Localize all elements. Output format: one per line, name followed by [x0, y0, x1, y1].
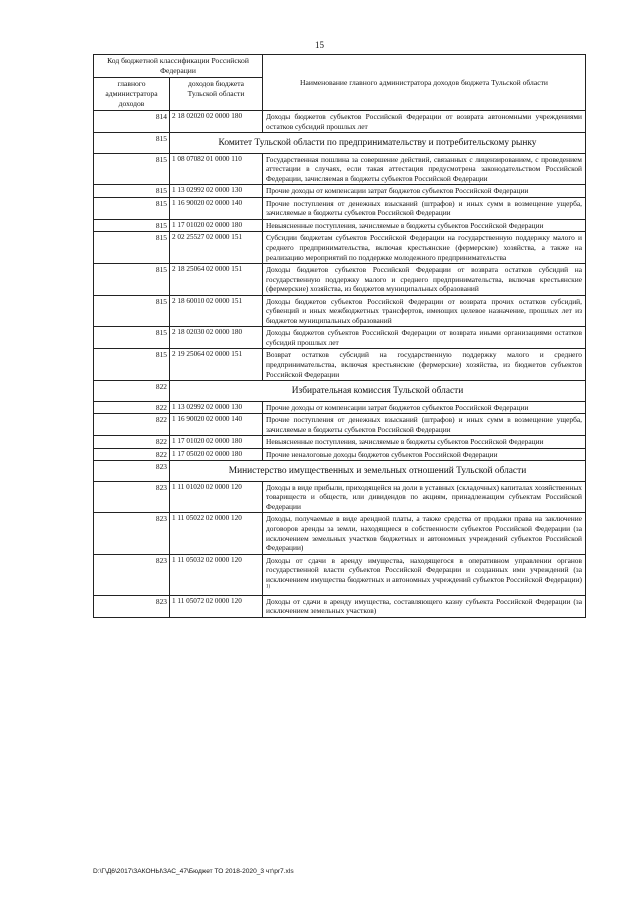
table-row [94, 513, 586, 554]
admin-column-header: главного администратора доходов [94, 78, 170, 111]
revenue-code-cell: 2 19 25064 02 0000 151 [170, 349, 263, 381]
description-text: Прочие неналоговые доходы бюджетов субъектов Российской Федерации [266, 449, 498, 459]
admin-code-cell: 823 [94, 461, 170, 482]
admin-code-cell: 822 [94, 381, 170, 402]
revenue-code-cell: 2 18 25064 02 0000 151 [170, 264, 263, 296]
admin-code-cell: 822 [94, 436, 170, 449]
admin-code-cell: 815 [94, 185, 170, 198]
admin-code-cell: 815 [94, 153, 170, 185]
admin-code-cell: 822 [94, 401, 170, 414]
revenue-description-cell [263, 448, 586, 461]
revenue-description-cell [263, 414, 586, 436]
revenue-description-cell [263, 595, 586, 617]
table-row [94, 554, 586, 595]
revenue-code-cell: 1 11 05022 02 0000 120 [170, 513, 263, 554]
revenue-admin-table [93, 54, 586, 618]
table-row [94, 436, 586, 449]
admin-code-cell: 823 [94, 513, 170, 554]
revenue-code-cell: 1 11 05032 02 0000 120 [170, 554, 263, 595]
admin-code-cell: 815 [94, 197, 170, 219]
description-text: Доходы в виде прибыли, приходящейся на доли в уставных (складочных) капиталах хозяйственных товариществ и обществ, или дивидендов по акциям, принадлежащим субъектам Российской Федерации [266, 482, 582, 511]
table-row [94, 481, 586, 513]
revenue-code-cell: 2 18 02020 02 0000 180 [170, 111, 263, 133]
revenue-description-cell [263, 153, 586, 185]
description-text: Доходы бюджетов субъектов Российской Федерации от возврата автономными учреждениями остатков субсидий прошлых лет [266, 112, 582, 131]
revenue-code-cell: 1 17 05020 02 0000 180 [170, 448, 263, 461]
revenue-code-cell: 1 16 90020 02 0000 140 [170, 197, 263, 219]
table-row [94, 153, 586, 185]
footnote-marker: 1) [266, 584, 271, 590]
revenue-code-cell: 2 02 25527 02 0000 151 [170, 232, 263, 264]
revenue-description-cell [263, 327, 586, 349]
description-text: Субсидии бюджетам субъектов Российской Федерации на государственную поддержку малого и среднего предпринимательства, включая крестьянские (фермерские) хозяйства, а также на реализацию мероприятий по поддержке молодежного предпринимательства [266, 233, 582, 262]
table-row [94, 185, 586, 198]
description-text: Прочие поступления от денежных взысканий (штрафов) и иных сумм в возмещение ущерба, зачисляемые в бюджеты субъектов Российской Федерации [266, 198, 582, 218]
description-text: Государственная пошлина за совершение действий, связанных с лицензированием, с проведением аттестации в случаях, если такая аттестация предусмотрена законодательством Российской Федерации, зачисляемая в бюджеты субъектов Российской Федерации [266, 154, 582, 183]
revenue-description-cell [263, 349, 586, 381]
table-row [94, 327, 586, 349]
table-body [94, 111, 586, 618]
description-text: Возврат остатков субсидий на государственную поддержку малого и среднего предпринимательства, включая крестьянские (фермерские) хозяйства, из бюджетов субъектов Российской Федерации [266, 350, 582, 379]
section-row [94, 381, 586, 402]
revenue-description-cell [263, 197, 586, 219]
revenue-description-cell [263, 513, 586, 554]
revenue-code-cell: 1 08 07082 01 0000 110 [170, 153, 263, 185]
admin-code-cell: 823 [94, 554, 170, 595]
description-text: Доходы бюджетов субъектов Российской Федерации от возврата остатков субсидий на государственную поддержку малого и среднего предпринимательства, включая крестьянские (фермерские) хозяйства, из бюджетов муниципальных образований [266, 265, 582, 294]
admin-code-cell: 822 [94, 448, 170, 461]
revenue-code-cell: 1 17 01020 02 0000 180 [170, 436, 263, 449]
table-row [94, 295, 586, 327]
table-row [94, 232, 586, 264]
revenue-description-cell [263, 436, 586, 449]
administrator-name-cell: Комитет Тульской области по предпринимательству и потребительскому рынку [170, 133, 586, 154]
revenue-description-cell [263, 232, 586, 264]
revenue-code-cell: 2 18 60010 02 0000 151 [170, 295, 263, 327]
admin-code-cell: 815 [94, 349, 170, 381]
table-row [94, 595, 586, 617]
administrator-name-cell: Министерство имущественных и земельных отношений Тульской области [170, 461, 586, 482]
revenue-code-cell: 1 13 02992 02 0000 130 [170, 401, 263, 414]
admin-code-cell: 815 [94, 295, 170, 327]
section-row [94, 461, 586, 482]
admin-code-cell: 822 [94, 414, 170, 436]
revenue-code-cell: 2 18 02030 02 0000 180 [170, 327, 263, 349]
description-text: Доходы бюджетов субъектов Российской Федерации от возврата прочих остатков субсидий, субвенций и иных межбюджетных трансфертов, имеющих целевое назначение, прошлых лет из бюджетов муниципальных образований [266, 296, 582, 325]
revenue-description-cell [263, 264, 586, 296]
table-row [94, 401, 586, 414]
revenue-description-cell [263, 481, 586, 513]
revenue-description-cell [263, 185, 586, 198]
admin-code-cell: 815 [94, 264, 170, 296]
admin-code-cell: 815 [94, 219, 170, 232]
table-row [94, 111, 586, 133]
revenue-column-header: доходов бюджета Тульской области [170, 78, 263, 111]
revenue-description-cell [263, 111, 586, 133]
revenue-code-cell: 1 17 01020 02 0000 180 [170, 219, 263, 232]
table-row [94, 448, 586, 461]
admin-code-cell: 814 [94, 111, 170, 133]
revenue-code-cell: 1 16 90020 02 0000 140 [170, 414, 263, 436]
description-text: Прочие поступления от денежных взысканий (штрафов) и иных сумм в возмещение ущерба, зачисляемые в бюджеты субъектов Российской Федерации [266, 415, 582, 434]
description-text: Доходы, получаемые в виде арендной платы, а также средства от продажи права на заключение договоров аренды за земли, находящиеся в собственности субъектов Российской Федерации (за исключением земельных участков бюджетных и автономных учреждений субъектов Российской Федерации) [266, 514, 582, 553]
administrator-name-cell: Избирательная комиссия Тульской области [170, 381, 586, 402]
admin-code-cell: 823 [94, 481, 170, 513]
admin-code-cell: 815 [94, 232, 170, 264]
file-path-footer: D:\Г\Д6\2017\ЗАКОНЫ\ЗАС_47\Бюджет ТО 2018-2020_3 чт\pr7.xls [93, 868, 294, 875]
table-row [94, 197, 586, 219]
revenue-code-cell: 1 11 05072 02 0000 120 [170, 595, 263, 617]
table-row [94, 264, 586, 296]
revenue-description-cell [263, 401, 586, 414]
name-column-header: Наименование главного администратора доходов бюджета Тульской области [263, 55, 586, 111]
admin-code-cell: 823 [94, 595, 170, 617]
revenue-description-cell [263, 295, 586, 327]
page-number: 15 [315, 40, 324, 50]
description-text: Доходы от сдачи в аренду имущества, находящегося в оперативном управлении органов государственной власти субъектов Российской Федерации и созданных ими учреждений (за исключением имущества бюджетных и автономных учреждений субъектов Российской Федерации) [266, 555, 582, 584]
revenue-description-cell [263, 554, 586, 595]
revenue-code-cell: 1 13 02992 02 0000 130 [170, 185, 263, 198]
table-row [94, 414, 586, 436]
description-text: Невыясненные поступления, зачисляемые в бюджеты субъектов Российской Федерации [266, 220, 544, 230]
code-group-header: Код бюджетной классификации Российской Федерации [94, 55, 263, 78]
description-text: Доходы бюджетов субъектов Российской Федерации от возврата иными организациями остатков субсидий прошлых лет [266, 328, 582, 347]
table-row [94, 349, 586, 381]
description-text: Прочие доходы от компенсации затрат бюджетов субъектов Российской Федерации [266, 402, 529, 412]
revenue-code-cell: 1 11 01020 02 0000 120 [170, 481, 263, 513]
table-row [94, 219, 586, 232]
admin-code-cell: 815 [94, 327, 170, 349]
description-text: Невыясненные поступления, зачисляемые в бюджеты субъектов Российской Федерации [266, 437, 544, 447]
revenue-description-cell [263, 219, 586, 232]
description-text: Доходы от сдачи в аренду имущества, составляющего казну субъекта Российской Федерации (за исключением земельных участков) [266, 596, 582, 616]
admin-code-cell: 815 [94, 133, 170, 154]
section-row [94, 133, 586, 154]
description-text: Прочие доходы от компенсации затрат бюджетов субъектов Российской Федерации [266, 186, 529, 196]
